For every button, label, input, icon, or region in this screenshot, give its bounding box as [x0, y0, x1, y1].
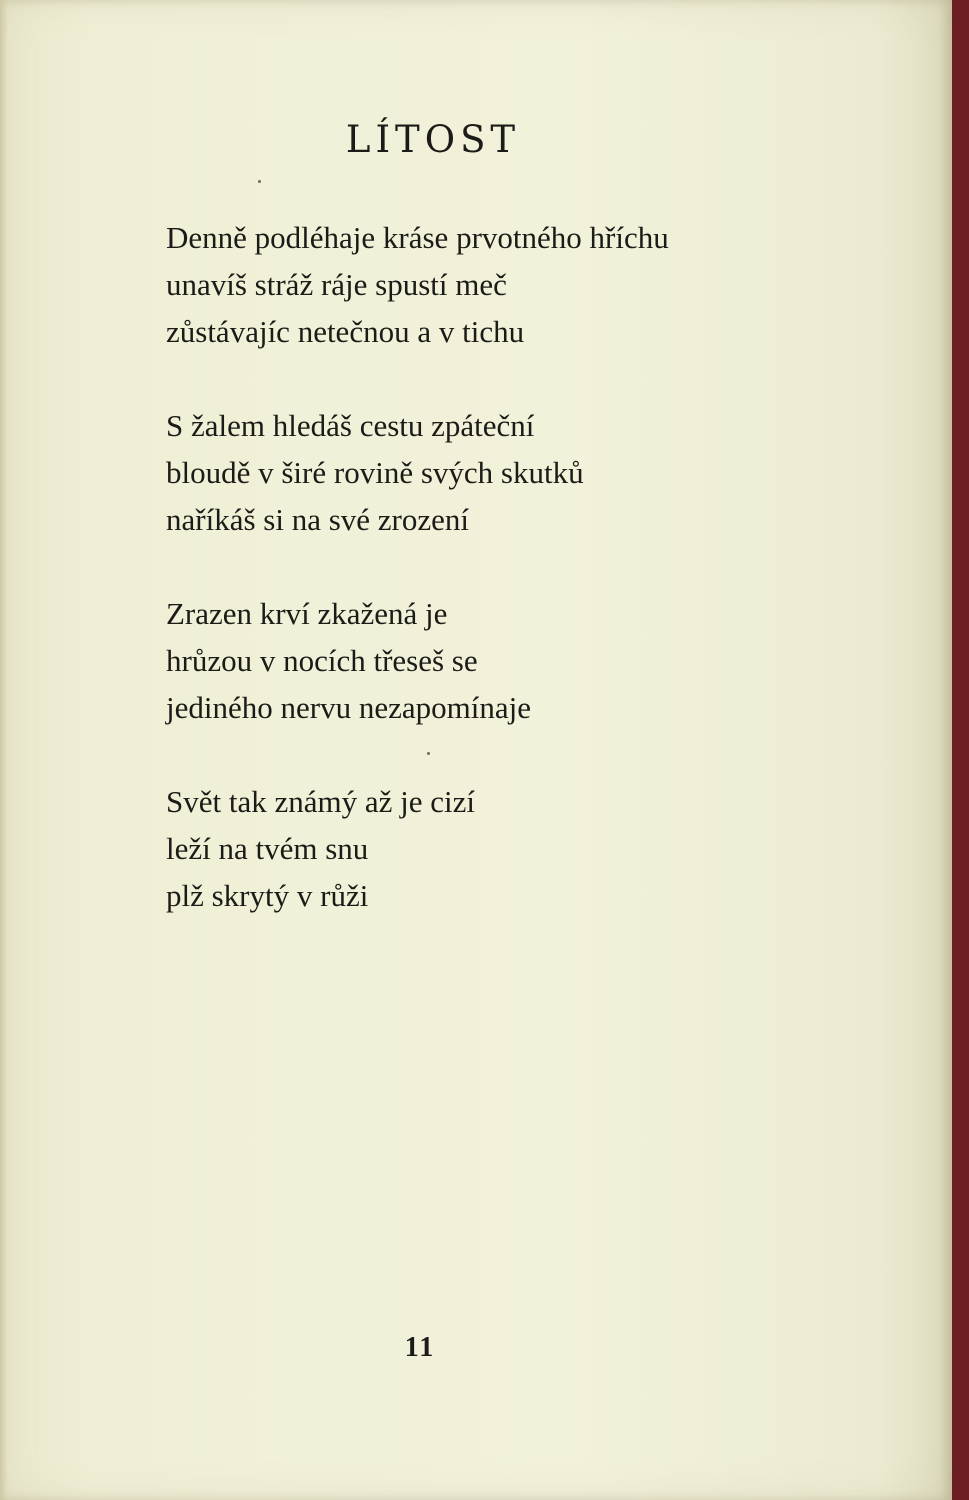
stanza-2 — [166, 402, 846, 543]
poem-line: hrůzou v nocích třeseš se — [166, 643, 478, 678]
page-binding-edge — [0, 0, 8, 1500]
paper-speck — [258, 180, 261, 183]
poem-line: naříkáš si na své zrození — [166, 502, 469, 537]
poem-line: Svět tak známý až je cizí — [166, 784, 476, 819]
poem-title: LÍTOST — [345, 118, 521, 161]
poem-line: plž skrytý v růži — [166, 878, 369, 913]
paper-speck — [427, 752, 430, 755]
stanza-1 — [166, 214, 846, 355]
poem-line: leží na tvém snu — [166, 831, 369, 866]
poem-body — [166, 214, 846, 966]
poem-line: unavíš stráž ráje spustí meč — [166, 267, 507, 302]
page-number: 11 — [404, 1332, 436, 1363]
stanza-4 — [166, 778, 846, 919]
poem-line: zůstávajíc netečnou a v tichu — [166, 314, 525, 349]
poem-line: Denně podléhaje kráse prvotného hříchu — [166, 220, 669, 255]
poem-line: bloudě v širé rovině svých skutků — [166, 455, 584, 490]
poem-line: Zrazen krví zkažená je — [166, 596, 448, 631]
stanza-3 — [166, 590, 846, 731]
poem-line: S žalem hledáš cestu zpáteční — [166, 408, 535, 443]
poem-line: jediného nervu nezapomínaje — [166, 690, 531, 725]
